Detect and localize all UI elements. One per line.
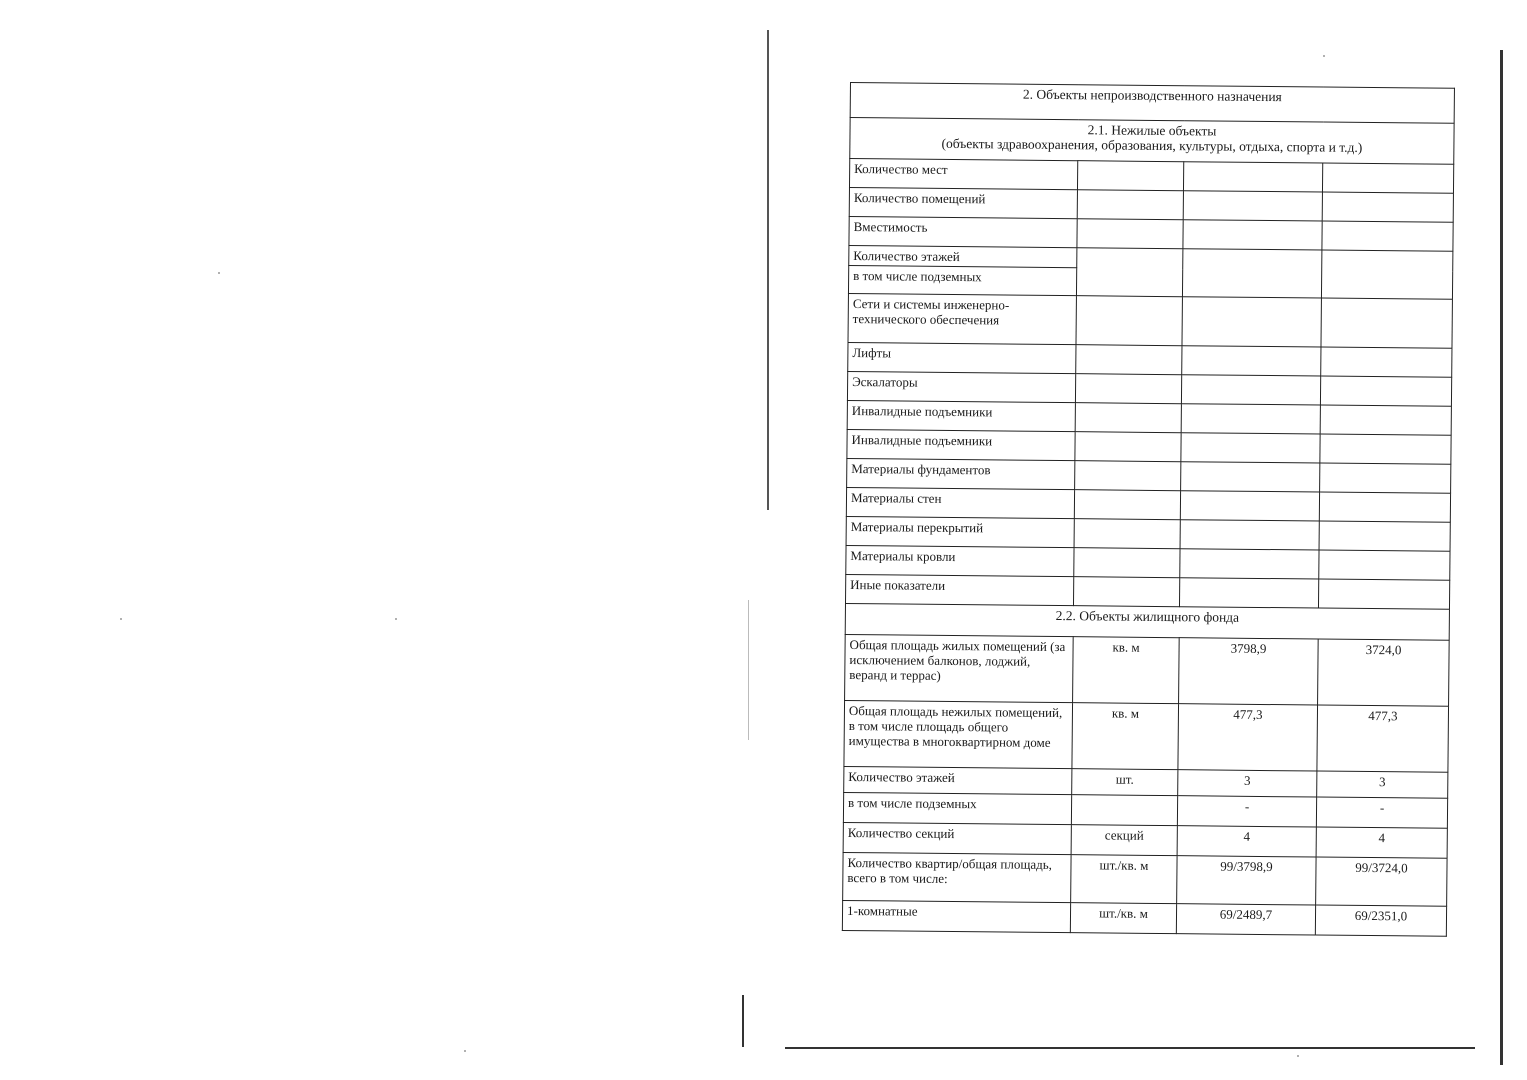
empty-cell [1074, 548, 1180, 578]
section-2-2-title-text: 2.2. Объекты жилищного фонда [1055, 607, 1240, 625]
empty-cell [1320, 376, 1451, 406]
actual-value: 99/3724,0 [1316, 857, 1447, 906]
planned-value: 477,3 [1178, 704, 1318, 771]
row-label: Материалы стен [846, 487, 1074, 518]
scan-speck [395, 618, 397, 620]
empty-cell [1322, 221, 1453, 251]
row-label: в том числе подземных [843, 792, 1071, 824]
empty-cell [1180, 491, 1319, 521]
unit-cell: шт. [1072, 769, 1178, 796]
empty-cell [1073, 577, 1179, 607]
row-label: Количество мест [849, 159, 1077, 190]
table-row [843, 852, 1447, 906]
scan-speck [464, 1050, 466, 1052]
planned-value: - [1177, 796, 1316, 827]
unit-cell: шт./кв. м [1071, 855, 1177, 904]
row-label: Количество этажей [849, 245, 1077, 267]
row-label: Эскалаторы [847, 371, 1075, 402]
scan-speck [218, 272, 220, 274]
scan-edge-right [1500, 50, 1503, 1065]
empty-cell [1321, 347, 1452, 377]
row-label: Материалы фундаментов [847, 458, 1075, 489]
unit-cell: секций [1071, 825, 1177, 856]
actual-value: - [1316, 797, 1447, 828]
row-label: Количество этажей [844, 766, 1072, 794]
unit-cell: шт./кв. м [1070, 903, 1176, 934]
table-row [848, 293, 1452, 348]
empty-cell [1075, 403, 1181, 433]
unit-cell: кв. м [1073, 637, 1180, 704]
empty-cell [1321, 250, 1452, 299]
actual-value: 3 [1317, 771, 1448, 798]
empty-cell [1180, 549, 1319, 579]
empty-cell [1181, 375, 1320, 405]
row-label: Материалы кровли [846, 545, 1074, 576]
row-label: Общая площадь нежилых помещений, в том числе площадь общего имущества в многоквартирном доме [844, 700, 1073, 768]
section-2-1-title: 2.1. Нежилые объекты [1087, 122, 1217, 139]
empty-cell [1075, 432, 1181, 462]
empty-cell [1181, 404, 1320, 434]
scan-speck [1297, 1055, 1299, 1057]
row-label: Количество секций [843, 822, 1071, 854]
row-label: Инвалидные подъемники [847, 400, 1075, 431]
row-label: Инвалидные подъемники [847, 429, 1075, 460]
row-label: Количество помещений [849, 187, 1077, 218]
empty-cell [1181, 433, 1320, 463]
empty-cell [1075, 374, 1181, 404]
empty-cell [1319, 521, 1450, 551]
row-label: Общая площадь жилых помещений (за исключением балконов, лоджий, веранд и террас) [845, 634, 1074, 702]
scan-speck [120, 618, 122, 620]
scan-edge-left-faint [748, 600, 749, 740]
unit-cell [1071, 795, 1177, 826]
empty-cell [1320, 405, 1451, 435]
empty-cell [1183, 220, 1322, 250]
unit-cell: кв. м [1072, 703, 1179, 770]
row-label: Иные показатели [845, 574, 1073, 605]
form-sheet [842, 82, 1454, 937]
row-label: Материалы перекрытий [846, 516, 1074, 547]
section-2-title [850, 83, 1454, 124]
planned-value: 69/2489,7 [1176, 904, 1315, 935]
empty-cell [1077, 190, 1183, 220]
empty-cell [1322, 163, 1453, 193]
empty-cell [1074, 490, 1180, 520]
scan-edge-bottom [785, 1047, 1475, 1049]
section-2-1-header [850, 118, 1454, 165]
empty-cell [1182, 297, 1321, 347]
empty-cell [1074, 519, 1180, 549]
planned-value: 99/3798,9 [1177, 856, 1316, 905]
empty-cell [1183, 162, 1322, 192]
empty-cell [1321, 298, 1452, 348]
row-label: в том числе подземных [848, 265, 1076, 295]
scan-edge-left [767, 30, 769, 510]
scan-speck [1323, 55, 1325, 57]
scan-edge-left-bottom [742, 995, 744, 1047]
empty-cell [1183, 191, 1322, 221]
table-row [842, 900, 1446, 936]
empty-cell [1181, 462, 1320, 492]
actual-value: 4 [1316, 827, 1447, 858]
planned-value: 4 [1177, 826, 1316, 857]
empty-cell [1318, 579, 1449, 609]
empty-cell [1076, 248, 1182, 297]
row-label: Количество квартир/общая площадь, всего в том числе: [843, 852, 1071, 902]
empty-cell [1322, 192, 1453, 222]
objects-table [842, 82, 1455, 937]
actual-value: 477,3 [1317, 705, 1449, 772]
empty-cell [1077, 161, 1183, 191]
empty-cell [1319, 550, 1450, 580]
empty-cell [1180, 520, 1319, 550]
section-2-title-text: 2. Объекты непроизводственного назначения [1022, 86, 1282, 105]
section-2-1-subtitle: (объекты здравоохранения, образования, культуры, отдыха, спорта и т.д.) [941, 135, 1363, 155]
empty-cell [1182, 346, 1321, 376]
empty-cell [1076, 296, 1182, 346]
empty-cell [1320, 463, 1451, 493]
row-label: Лифты [848, 342, 1076, 373]
empty-cell [1077, 219, 1183, 249]
actual-value: 3724,0 [1318, 639, 1450, 706]
table-row [845, 634, 1450, 706]
table-row [844, 700, 1449, 772]
empty-cell [1076, 345, 1182, 375]
row-label: Сети и системы инженерно-технического обеспечения [848, 293, 1076, 344]
empty-cell [1075, 461, 1181, 491]
row-label: 1-комнатные [842, 900, 1070, 932]
actual-value: 69/2351,0 [1315, 905, 1446, 936]
empty-cell [1319, 492, 1450, 522]
planned-value: 3 [1178, 770, 1317, 797]
planned-value: 3798,9 [1179, 638, 1319, 705]
row-label: Вместимость [849, 216, 1077, 247]
empty-cell [1320, 434, 1451, 464]
empty-cell [1182, 249, 1321, 298]
empty-cell [1179, 578, 1318, 608]
